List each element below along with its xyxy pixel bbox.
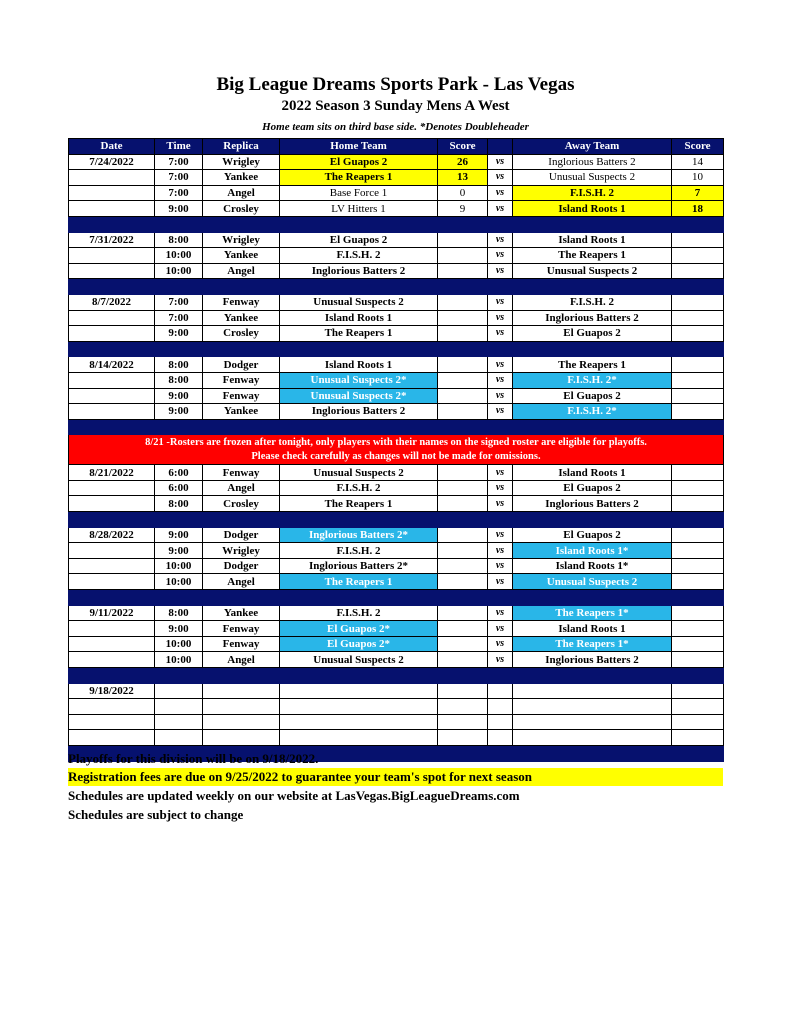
away-team: F.I.S.H. 2* [513, 372, 672, 388]
game-time: 9:00 [155, 388, 203, 404]
versus-label: vs [488, 185, 513, 201]
away-team: El Guapos 2 [513, 326, 672, 342]
home-score [438, 527, 488, 543]
column-header-home-team: Home Team [280, 139, 438, 155]
field-name: Yankee [203, 248, 280, 264]
versus-label [488, 714, 513, 730]
away-score [672, 527, 724, 543]
field-name: Wrigley [203, 154, 280, 170]
home-team: El Guapos 2 [280, 232, 438, 248]
away-score [672, 480, 724, 496]
separator-bar [69, 341, 724, 357]
game-time: 9:00 [155, 543, 203, 559]
versus-label: vs [488, 404, 513, 420]
game-time: 9:00 [155, 621, 203, 637]
table-row [69, 730, 724, 746]
game-time: 6:00 [155, 480, 203, 496]
schedule-table [68, 138, 724, 762]
versus-label [488, 730, 513, 746]
game-date [69, 496, 155, 512]
field-name: Fenway [203, 465, 280, 481]
table-row [69, 357, 724, 373]
game-date [69, 730, 155, 746]
table-row [69, 232, 724, 248]
table-row [69, 372, 724, 388]
versus-label: vs [488, 636, 513, 652]
home-team: Unusual Suspects 2 [280, 294, 438, 310]
game-date [69, 310, 155, 326]
away-team: The Reapers 1* [513, 605, 672, 621]
away-score: 10 [672, 170, 724, 186]
away-team: Unusual Suspects 2 [513, 574, 672, 590]
roster-notice-line-2: Please check carefully as changes will not be made for omissions. [251, 450, 541, 462]
away-team: El Guapos 2 [513, 480, 672, 496]
table-row [69, 699, 724, 715]
away-team: Inglorious Batters 2 [513, 496, 672, 512]
game-date: 8/21/2022 [69, 465, 155, 481]
game-date: 7/24/2022 [69, 154, 155, 170]
away-team: The Reapers 1 [513, 357, 672, 373]
schedule-body [69, 154, 724, 761]
versus-label: vs [488, 527, 513, 543]
home-score [438, 574, 488, 590]
table-row [69, 683, 724, 699]
game-time: 9:00 [155, 326, 203, 342]
away-team: Unusual Suspects 2 [513, 170, 672, 186]
field-name: Yankee [203, 404, 280, 420]
away-score [672, 263, 724, 279]
playoffs-note: Playoffs for this division will be on 9/18/2022. [68, 751, 319, 766]
game-time [155, 699, 203, 715]
away-score [672, 232, 724, 248]
date-separator-row [69, 419, 724, 435]
versus-label: vs [488, 357, 513, 373]
schedule-note: Home team sits on third base side. *Denotes Doubleheader [262, 121, 529, 133]
away-team: Inglorious Batters 2 [513, 652, 672, 668]
versus-label [488, 699, 513, 715]
table-row [69, 388, 724, 404]
table-row [69, 465, 724, 481]
column-header-vs [488, 139, 513, 155]
away-score [672, 683, 724, 699]
game-time: 6:00 [155, 465, 203, 481]
game-date [69, 326, 155, 342]
home-team: The Reapers 1 [280, 574, 438, 590]
versus-label: vs [488, 263, 513, 279]
away-score [672, 605, 724, 621]
column-header-away-team: Away Team [513, 139, 672, 155]
field-name: Angel [203, 185, 280, 201]
table-row [69, 496, 724, 512]
home-team [280, 699, 438, 715]
versus-label: vs [488, 465, 513, 481]
field-name: Crosley [203, 496, 280, 512]
table-row [69, 310, 724, 326]
table-row [69, 636, 724, 652]
game-time: 8:00 [155, 496, 203, 512]
home-team: Island Roots 1 [280, 310, 438, 326]
versus-label: vs [488, 372, 513, 388]
home-score [438, 232, 488, 248]
game-date [69, 543, 155, 559]
home-score [438, 605, 488, 621]
home-team: The Reapers 1 [280, 326, 438, 342]
game-time: 7:00 [155, 154, 203, 170]
away-team [513, 730, 672, 746]
field-name [203, 714, 280, 730]
home-score [438, 496, 488, 512]
home-team: El Guapos 2 [280, 154, 438, 170]
away-score [672, 310, 724, 326]
field-name: Dodger [203, 527, 280, 543]
away-score [672, 326, 724, 342]
game-date [69, 248, 155, 264]
versus-label: vs [488, 154, 513, 170]
away-team: Island Roots 1 [513, 465, 672, 481]
field-name: Angel [203, 574, 280, 590]
home-score: 26 [438, 154, 488, 170]
game-time: 9:00 [155, 404, 203, 420]
home-team: Unusual Suspects 2* [280, 372, 438, 388]
field-name: Yankee [203, 605, 280, 621]
away-score [672, 621, 724, 637]
separator-bar [69, 279, 724, 295]
column-header-replica: Replica [203, 139, 280, 155]
game-date [69, 699, 155, 715]
away-score [672, 730, 724, 746]
home-team: F.I.S.H. 2 [280, 605, 438, 621]
home-score [438, 714, 488, 730]
game-date [69, 652, 155, 668]
home-team: F.I.S.H. 2 [280, 543, 438, 559]
away-score [672, 543, 724, 559]
versus-label: vs [488, 543, 513, 559]
away-score [672, 294, 724, 310]
game-date [69, 480, 155, 496]
home-score [438, 357, 488, 373]
versus-label: vs [488, 558, 513, 574]
away-team: El Guapos 2 [513, 388, 672, 404]
game-time: 8:00 [155, 372, 203, 388]
field-name: Crosley [203, 201, 280, 217]
home-score [438, 621, 488, 637]
separator-bar [69, 419, 724, 435]
change-note: Schedules are subject to change [68, 807, 244, 822]
away-team: Island Roots 1 [513, 201, 672, 217]
home-score [438, 326, 488, 342]
away-team [513, 714, 672, 730]
game-date [69, 201, 155, 217]
versus-label: vs [488, 310, 513, 326]
away-team: Island Roots 1* [513, 558, 672, 574]
table-row [69, 248, 724, 264]
game-date: 9/11/2022 [69, 605, 155, 621]
game-time [155, 730, 203, 746]
away-team: Inglorious Batters 2 [513, 154, 672, 170]
away-score [672, 636, 724, 652]
away-score [672, 404, 724, 420]
date-separator-row [69, 216, 724, 232]
away-score [672, 574, 724, 590]
versus-label: vs [488, 388, 513, 404]
home-team: El Guapos 2* [280, 636, 438, 652]
game-date [69, 714, 155, 730]
away-team: Island Roots 1 [513, 232, 672, 248]
game-date [69, 388, 155, 404]
game-date [69, 636, 155, 652]
away-team [513, 683, 672, 699]
game-time: 10:00 [155, 574, 203, 590]
away-team: Unusual Suspects 2 [513, 263, 672, 279]
versus-label: vs [488, 170, 513, 186]
website-note: Schedules are updated weekly on our website at LasVegas.BigLeagueDreams.com [68, 788, 520, 803]
game-time: 9:00 [155, 527, 203, 543]
field-name: Yankee [203, 310, 280, 326]
registration-note: Registration fees are due on 9/25/2022 to guarantee your team's spot for next season [68, 768, 723, 786]
home-score [438, 248, 488, 264]
home-score [438, 730, 488, 746]
home-score [438, 636, 488, 652]
table-row [69, 201, 724, 217]
table-row [69, 605, 724, 621]
versus-label [488, 683, 513, 699]
separator-bar [69, 590, 724, 606]
home-team: F.I.S.H. 2 [280, 248, 438, 264]
table-row [69, 480, 724, 496]
game-time: 10:00 [155, 248, 203, 264]
separator-bar [69, 216, 724, 232]
home-team: F.I.S.H. 2 [280, 480, 438, 496]
away-team: F.I.S.H. 2* [513, 404, 672, 420]
field-name: Wrigley [203, 543, 280, 559]
home-team: Inglorious Batters 2* [280, 527, 438, 543]
table-row [69, 404, 724, 420]
table-row [69, 621, 724, 637]
away-team: F.I.S.H. 2 [513, 294, 672, 310]
away-team: F.I.S.H. 2 [513, 185, 672, 201]
field-name: Angel [203, 652, 280, 668]
roster-notice-line-1: 8/21 -Rosters are frozen after tonight, only players with their names on the signed roster are eligible for playoffs. [145, 436, 647, 448]
field-name: Yankee [203, 170, 280, 186]
roster-notice [69, 435, 724, 465]
table-row [69, 527, 724, 543]
away-team: The Reapers 1 [513, 248, 672, 264]
game-date [69, 372, 155, 388]
away-team: Island Roots 1* [513, 543, 672, 559]
table-row [69, 574, 724, 590]
game-time: 8:00 [155, 605, 203, 621]
game-date: 8/14/2022 [69, 357, 155, 373]
home-team: Unusual Suspects 2 [280, 652, 438, 668]
away-team: The Reapers 1* [513, 636, 672, 652]
game-time: 7:00 [155, 294, 203, 310]
game-date: 7/31/2022 [69, 232, 155, 248]
away-score [672, 388, 724, 404]
home-team: The Reapers 1 [280, 170, 438, 186]
home-score [438, 558, 488, 574]
field-name: Fenway [203, 621, 280, 637]
field-name: Fenway [203, 294, 280, 310]
home-score [438, 404, 488, 420]
versus-label: vs [488, 294, 513, 310]
field-name [203, 683, 280, 699]
column-header-date: Date [69, 139, 155, 155]
home-score [438, 699, 488, 715]
field-name: Dodger [203, 357, 280, 373]
field-name: Wrigley [203, 232, 280, 248]
game-date [69, 185, 155, 201]
date-separator-row [69, 512, 724, 528]
home-score [438, 372, 488, 388]
home-team: The Reapers 1 [280, 496, 438, 512]
home-score: 0 [438, 185, 488, 201]
date-separator-row [69, 279, 724, 295]
date-separator-row [69, 668, 724, 684]
table-row [69, 263, 724, 279]
home-team: Inglorious Batters 2 [280, 263, 438, 279]
versus-label: vs [488, 605, 513, 621]
away-score [672, 699, 724, 715]
away-score [672, 558, 724, 574]
game-date: 8/7/2022 [69, 294, 155, 310]
home-team [280, 683, 438, 699]
away-score [672, 714, 724, 730]
game-time: 10:00 [155, 558, 203, 574]
game-date [69, 263, 155, 279]
away-team [513, 699, 672, 715]
game-time: 8:00 [155, 232, 203, 248]
home-score: 13 [438, 170, 488, 186]
date-separator-row [69, 341, 724, 357]
separator-bar [69, 668, 724, 684]
versus-label: vs [488, 201, 513, 217]
away-team: Island Roots 1 [513, 621, 672, 637]
separator-bar [69, 512, 724, 528]
game-time: 10:00 [155, 652, 203, 668]
game-time [155, 714, 203, 730]
table-row [69, 558, 724, 574]
away-score [672, 248, 724, 264]
table-row [69, 652, 724, 668]
table-row [69, 543, 724, 559]
game-time: 8:00 [155, 357, 203, 373]
game-date [69, 558, 155, 574]
home-score: 9 [438, 201, 488, 217]
field-name: Angel [203, 480, 280, 496]
game-date [69, 574, 155, 590]
versus-label: vs [488, 574, 513, 590]
home-team: Unusual Suspects 2* [280, 388, 438, 404]
away-score [672, 357, 724, 373]
home-score [438, 294, 488, 310]
table-row [69, 185, 724, 201]
home-team: Base Force 1 [280, 185, 438, 201]
date-separator-row [69, 590, 724, 606]
versus-label: vs [488, 652, 513, 668]
home-score [438, 652, 488, 668]
home-team: Inglorious Batters 2 [280, 404, 438, 420]
game-date [69, 404, 155, 420]
game-time: 10:00 [155, 263, 203, 279]
field-name: Fenway [203, 636, 280, 652]
versus-label: vs [488, 496, 513, 512]
field-name: Crosley [203, 326, 280, 342]
game-time: 10:00 [155, 636, 203, 652]
away-score: 14 [672, 154, 724, 170]
field-name [203, 699, 280, 715]
table-row [69, 714, 724, 730]
home-team: Unusual Suspects 2 [280, 465, 438, 481]
away-score [672, 652, 724, 668]
home-team: Island Roots 1 [280, 357, 438, 373]
game-time: 7:00 [155, 170, 203, 186]
home-team [280, 730, 438, 746]
home-team: LV Hitters 1 [280, 201, 438, 217]
column-header-home-score: Score [438, 139, 488, 155]
away-score [672, 372, 724, 388]
table-header-row [69, 139, 724, 155]
away-score: 18 [672, 201, 724, 217]
page-subtitle: 2022 Season 3 Sunday Mens A West [281, 98, 510, 114]
game-time: 7:00 [155, 310, 203, 326]
home-score [438, 263, 488, 279]
away-team: El Guapos 2 [513, 527, 672, 543]
game-time [155, 683, 203, 699]
game-time: 7:00 [155, 185, 203, 201]
column-header-time: Time [155, 139, 203, 155]
field-name: Dodger [203, 558, 280, 574]
home-score [438, 310, 488, 326]
away-score [672, 465, 724, 481]
table-row [69, 294, 724, 310]
home-score [438, 543, 488, 559]
roster-notice-row [69, 435, 724, 465]
table-row [69, 170, 724, 186]
home-score [438, 480, 488, 496]
home-score [438, 683, 488, 699]
away-score: 7 [672, 185, 724, 201]
field-name [203, 730, 280, 746]
home-score [438, 465, 488, 481]
game-date: 8/28/2022 [69, 527, 155, 543]
home-score [438, 388, 488, 404]
versus-label: vs [488, 326, 513, 342]
field-name: Fenway [203, 372, 280, 388]
versus-label: vs [488, 248, 513, 264]
game-date [69, 170, 155, 186]
page-title: Big League Dreams Sports Park - Las Vegas [216, 74, 575, 95]
game-time: 9:00 [155, 201, 203, 217]
home-team: Inglorious Batters 2* [280, 558, 438, 574]
away-score [672, 496, 724, 512]
away-team: Inglorious Batters 2 [513, 310, 672, 326]
versus-label: vs [488, 480, 513, 496]
column-header-away-score: Score [672, 139, 724, 155]
field-name: Angel [203, 263, 280, 279]
game-date: 9/18/2022 [69, 683, 155, 699]
table-row [69, 154, 724, 170]
table-row [69, 326, 724, 342]
versus-label: vs [488, 621, 513, 637]
game-date [69, 621, 155, 637]
home-team: El Guapos 2* [280, 621, 438, 637]
versus-label: vs [488, 232, 513, 248]
field-name: Fenway [203, 388, 280, 404]
home-team [280, 714, 438, 730]
